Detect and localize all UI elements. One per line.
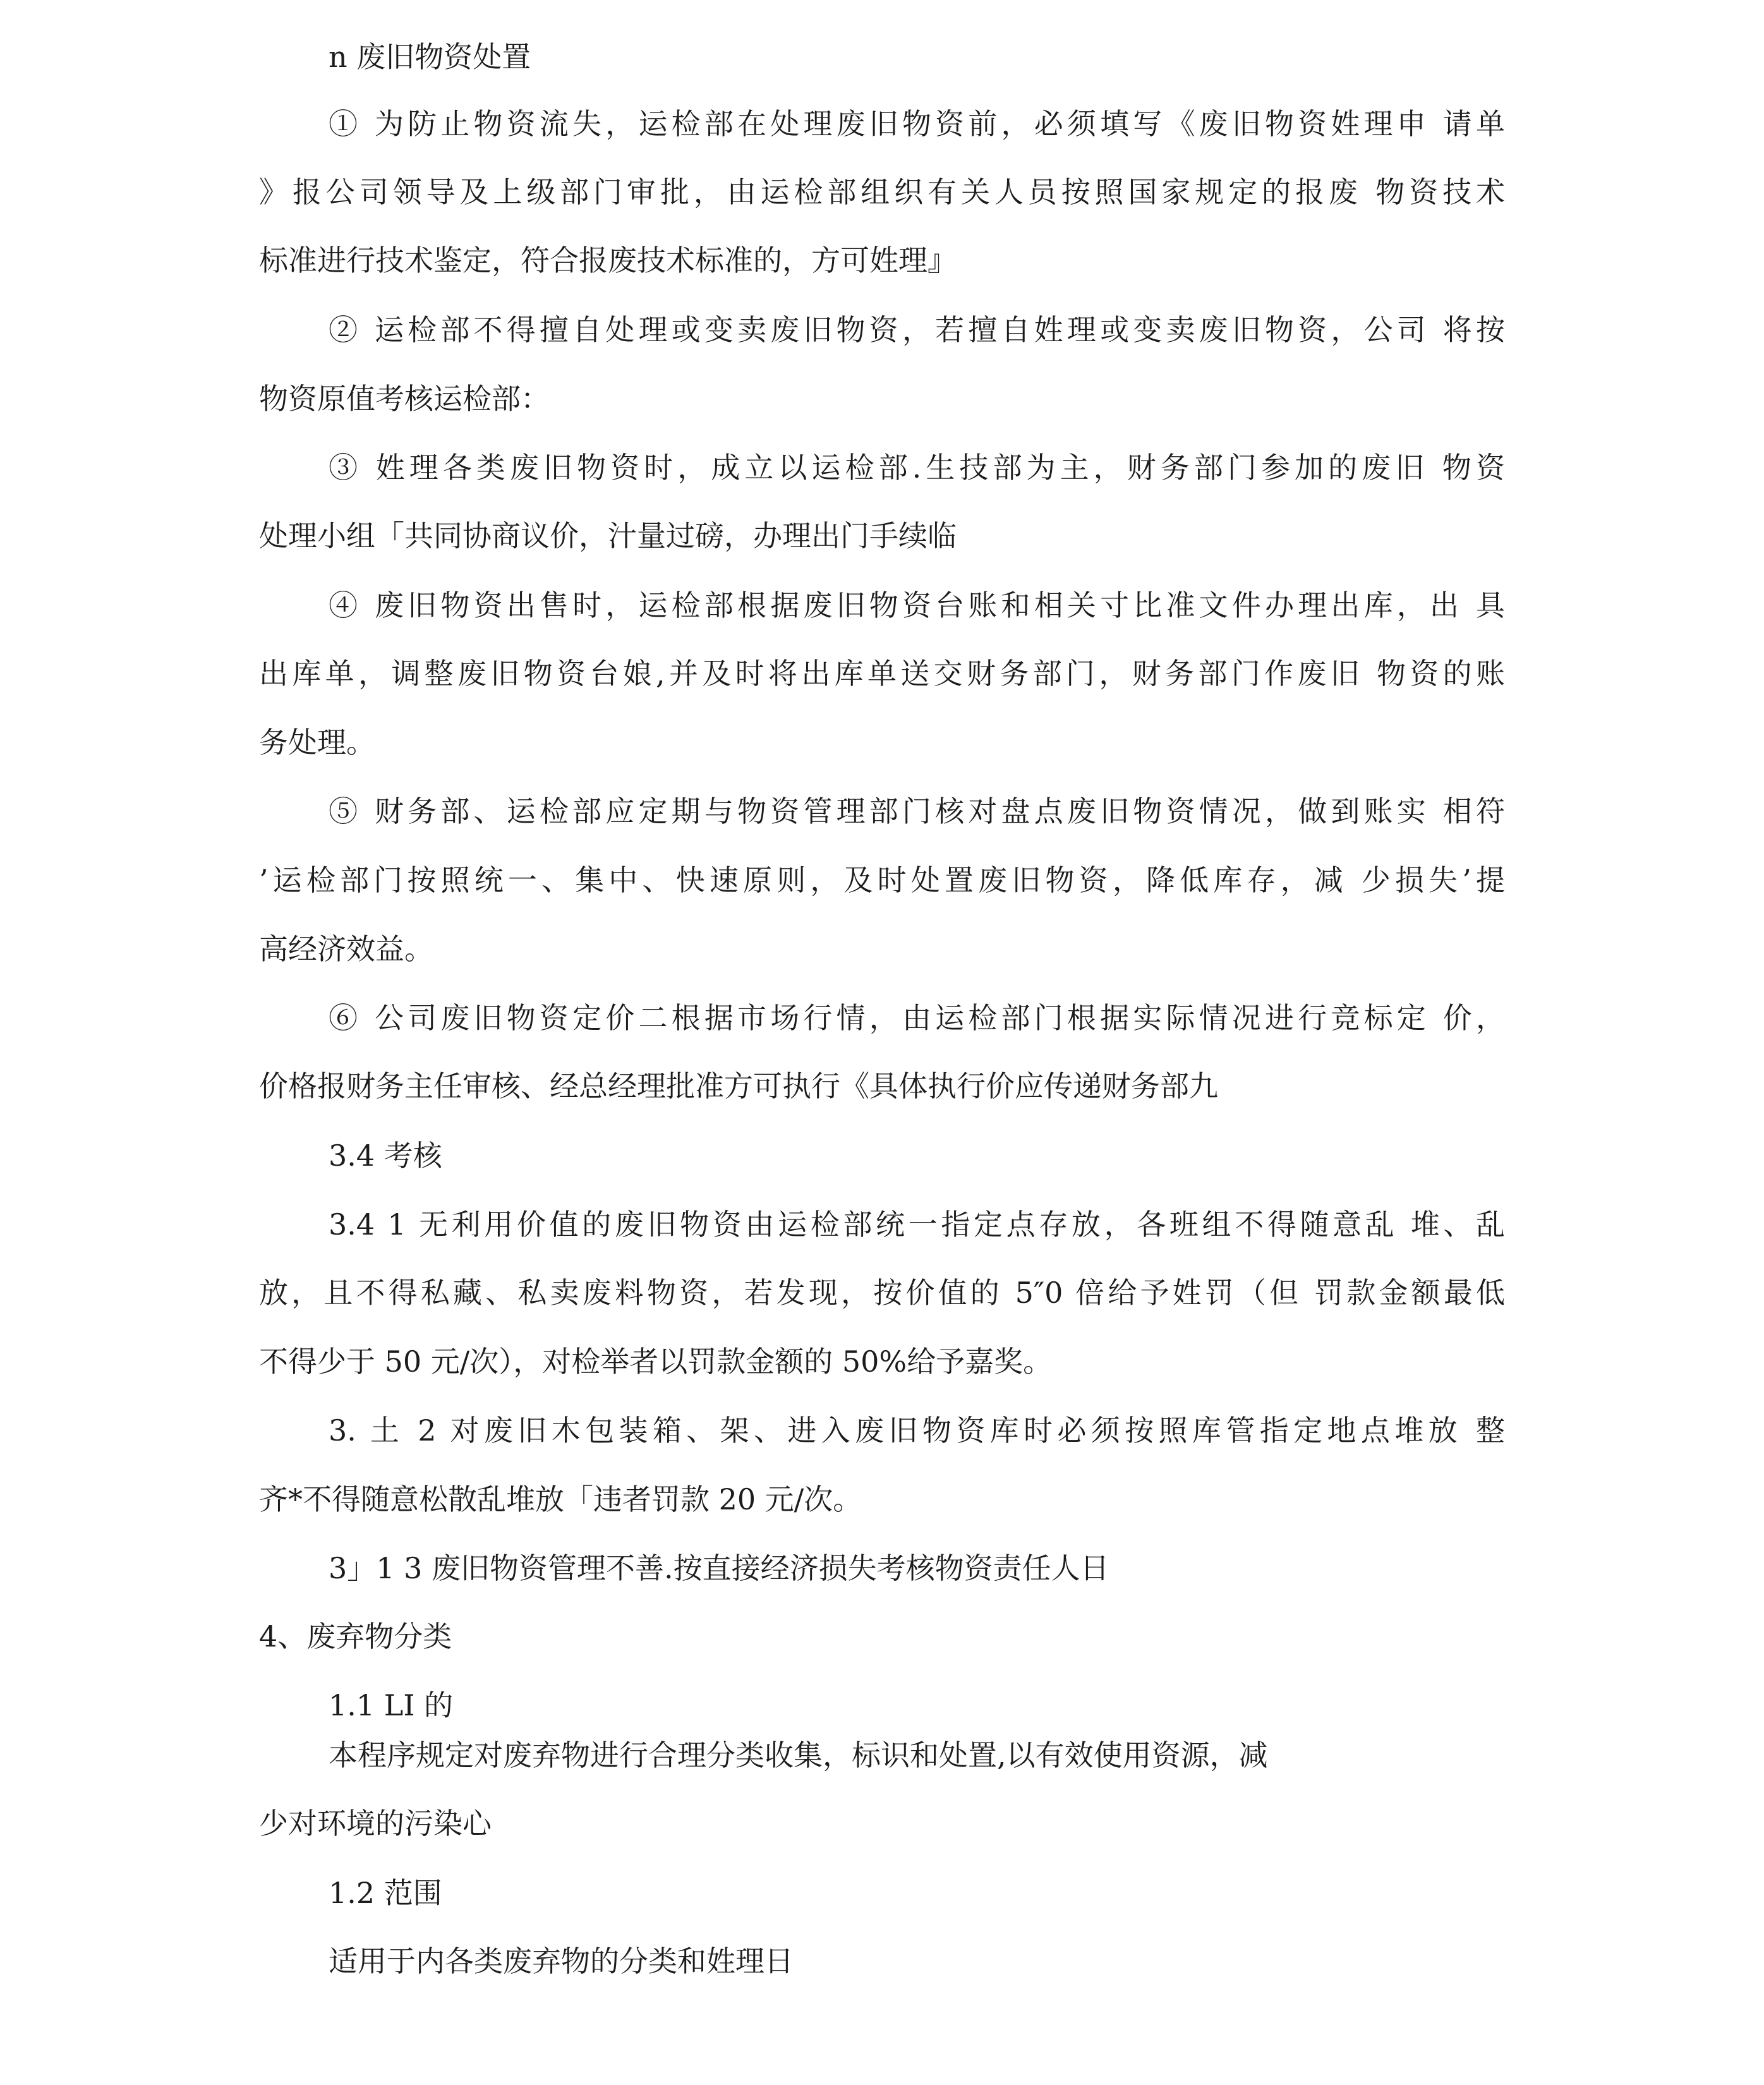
paragraph-7-line-2: 放，且不得私藏、私卖废料物资，若发现，按价值的 5″0 倍给予姓罚（但 罚款金额最低 (259, 1276, 1505, 1310)
paragraph-6-line-1: ⑥ 公司废旧物资定价二根据市场行情，由运检部门根据实际情况进行竞标定 价， (329, 1001, 1505, 1035)
paragraph-9-line-1: 3」1 3 废旧物资管理不善.按直接经济损失考核物资责任人日 (329, 1551, 1109, 1585)
paragraph-11-line-1: 适用于内各类废弃物的分类和姓理日 (329, 1944, 794, 1978)
paragraph-4-line-2: 出库单，调整废旧物资台娘,并及时将出库单送交财务部门，财务部门作废旧 物资的账 (259, 656, 1505, 691)
paragraph-8-line-1: 3. 土 2 对废旧木包装箱、架、进入废旧物资库时必须按照库管指定地点堆放 整 (329, 1413, 1505, 1447)
paragraph-7-line-3: 不得少于 50 元/次），对检举者以罚款金额的 50%给予嘉奖。 (259, 1345, 1053, 1379)
subsection-heading-scope: 1.2 范围 (329, 1876, 442, 1910)
paragraph-8-line-2: 齐*不得随意松散乱堆放「违者罚款 20 元/次。 (259, 1482, 862, 1516)
paragraph-10-line-2: 少对环境的污染心 (259, 1806, 492, 1840)
paragraph-5-line-2: ’运检部门按照统一、集中、快速原则，及时处置废旧物资，降低库存，减 少损失’提 (259, 863, 1505, 897)
paragraph-3-line-1: ③ 姓理各类废旧物资时，成立以运检部.生技部为主，财务部门参加的废旧 物资 (329, 450, 1505, 485)
paragraph-7-line-1: 3.4 1 无利用价值的废旧物资由运检部统一指定点存放，各班组不得随意乱 堆、乱 (329, 1207, 1505, 1242)
paragraph-1-line-3: 标准进行技术鉴定，符合报废技术标准的，方可姓理』 (259, 243, 957, 277)
paragraph-6-line-2: 价格报财务主任审核、经总经理批准方可执行《具体执行价应传递财务部九 (259, 1069, 1218, 1103)
section-heading-assessment: 3.4 考核 (329, 1139, 442, 1173)
paragraph-4-line-3: 务处理。 (259, 725, 375, 759)
paragraph-5-line-3: 高经济效益。 (259, 932, 433, 966)
paragraph-2-line-1: ② 运检部不得擅自处理或变卖废旧物资，若擅自姓理或变卖废旧物资，公司 将按 (329, 313, 1505, 347)
paragraph-2-line-2: 物资原值考核运检部： (259, 382, 550, 416)
paragraph-4-line-1: ④ 废旧物资出售时，运检部根据废旧物资台账和相关寸比准文件办理出库，出 具 (329, 588, 1505, 622)
paragraph-1-line-2: 》报公司领导及上级部门审批，由运检部组织有关人员按照国家规定的报废 物资技术 (259, 175, 1505, 209)
paragraph-3-line-2: 处理小组「共同协商议价，汁量过磅，办理出门手续临 (259, 519, 957, 553)
section-heading-waste-classification: 4、废弃物分类 (259, 1619, 452, 1653)
paragraph-10-line-1: 本程序规定对废弃物进行合理分类收集，标识和处置,以有效使用资源，减 (329, 1738, 1268, 1772)
paragraph-5-line-1: ⑤ 财务部、运检部应定期与物资管理部门核对盘点废旧物资情况，做到账实 相符 (329, 794, 1505, 828)
paragraph-1-line-1: ① 为防止物资流失，运检部在处理废旧物资前，必须填写《废旧物资姓理申 请单 (329, 107, 1505, 141)
section-heading-disposal: n 废旧物资处置 (329, 40, 531, 74)
subsection-heading-purpose: 1.1 LI 的 (329, 1688, 454, 1722)
